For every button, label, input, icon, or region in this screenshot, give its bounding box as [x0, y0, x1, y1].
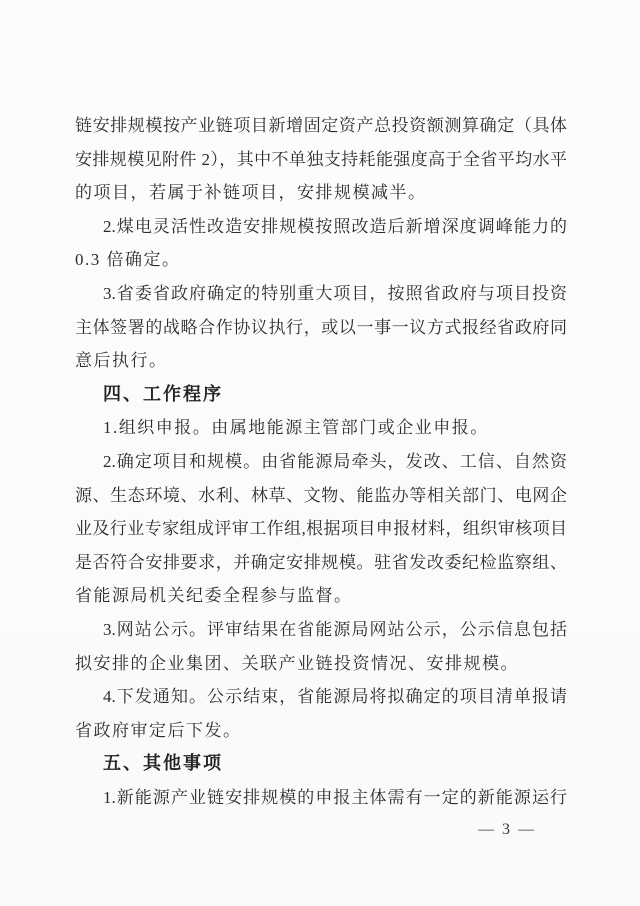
text-line: 拟安排的企业集团、关联产业链投资情况、安排规模。	[75, 653, 519, 673]
page-number: — 3 —	[478, 821, 536, 838]
section-heading: 四、工作程序	[103, 383, 223, 404]
paragraph	[75, 277, 567, 378]
text-line: 主体签署的战略合作协议执行，或以一事一议方式报经省政府同	[75, 317, 567, 337]
text-line: 3.网站公示。评审结果在省能源局网站公示，公示信息包括	[103, 619, 567, 639]
text-line: 4.下发通知。公示结束，省能源局将拟确定的项目清单报请	[103, 687, 567, 707]
text-line: 1.组织申报。由属地能源主管部门或企业申报。	[103, 418, 489, 438]
paragraph	[75, 680, 567, 747]
text-line: 链安排规模按产业链项目新增固定资产总投资额测算确定（具体	[75, 116, 567, 135]
text-line: 的项目，若属于补链项目，安排规模减半。	[75, 183, 427, 203]
text-line: 业及行业专家组成评审工作组,根据项目申报材料，组织审核项目	[75, 519, 567, 539]
text-line: 1.新能源产业链安排规模的申报主体需有一定的新能源运行	[103, 787, 567, 807]
paragraph	[75, 210, 567, 277]
paragraph	[75, 781, 567, 815]
paragraph	[75, 613, 567, 680]
text-line: 意后执行。	[75, 351, 168, 371]
document-text	[75, 109, 567, 814]
text-line: 2.确定项目和规模。由省能源局牵头，发改、工信、自然资	[103, 451, 567, 471]
paragraph	[75, 411, 567, 445]
text-line: 源、生态环境、水利、林草、文物、能监办等相关部门、电网企	[75, 485, 567, 505]
text-line: 3.省委省政府确定的特别重大项目，按照省政府与项目投资	[103, 283, 567, 303]
text-line: 是否符合安排要求，并确定安排规模。驻省发改委纪检监察组、	[75, 552, 567, 572]
text-line: 省政府审定后下发。	[75, 720, 242, 740]
section-heading: 五、其他事项	[103, 753, 223, 774]
text-line: 2.煤电灵活性改造安排规模按照改造后新增深度调峰能力的	[103, 216, 567, 236]
paragraph	[75, 445, 567, 613]
text-line: 安排规模见附件 2），其中不单独支持耗能强度高于全省平均水平	[75, 149, 567, 169]
paragraph-continuation	[75, 109, 567, 210]
text-line: 0.3 倍确定。	[75, 250, 181, 270]
text-line: 省能源局机关纪委全程参与监督。	[75, 586, 353, 606]
